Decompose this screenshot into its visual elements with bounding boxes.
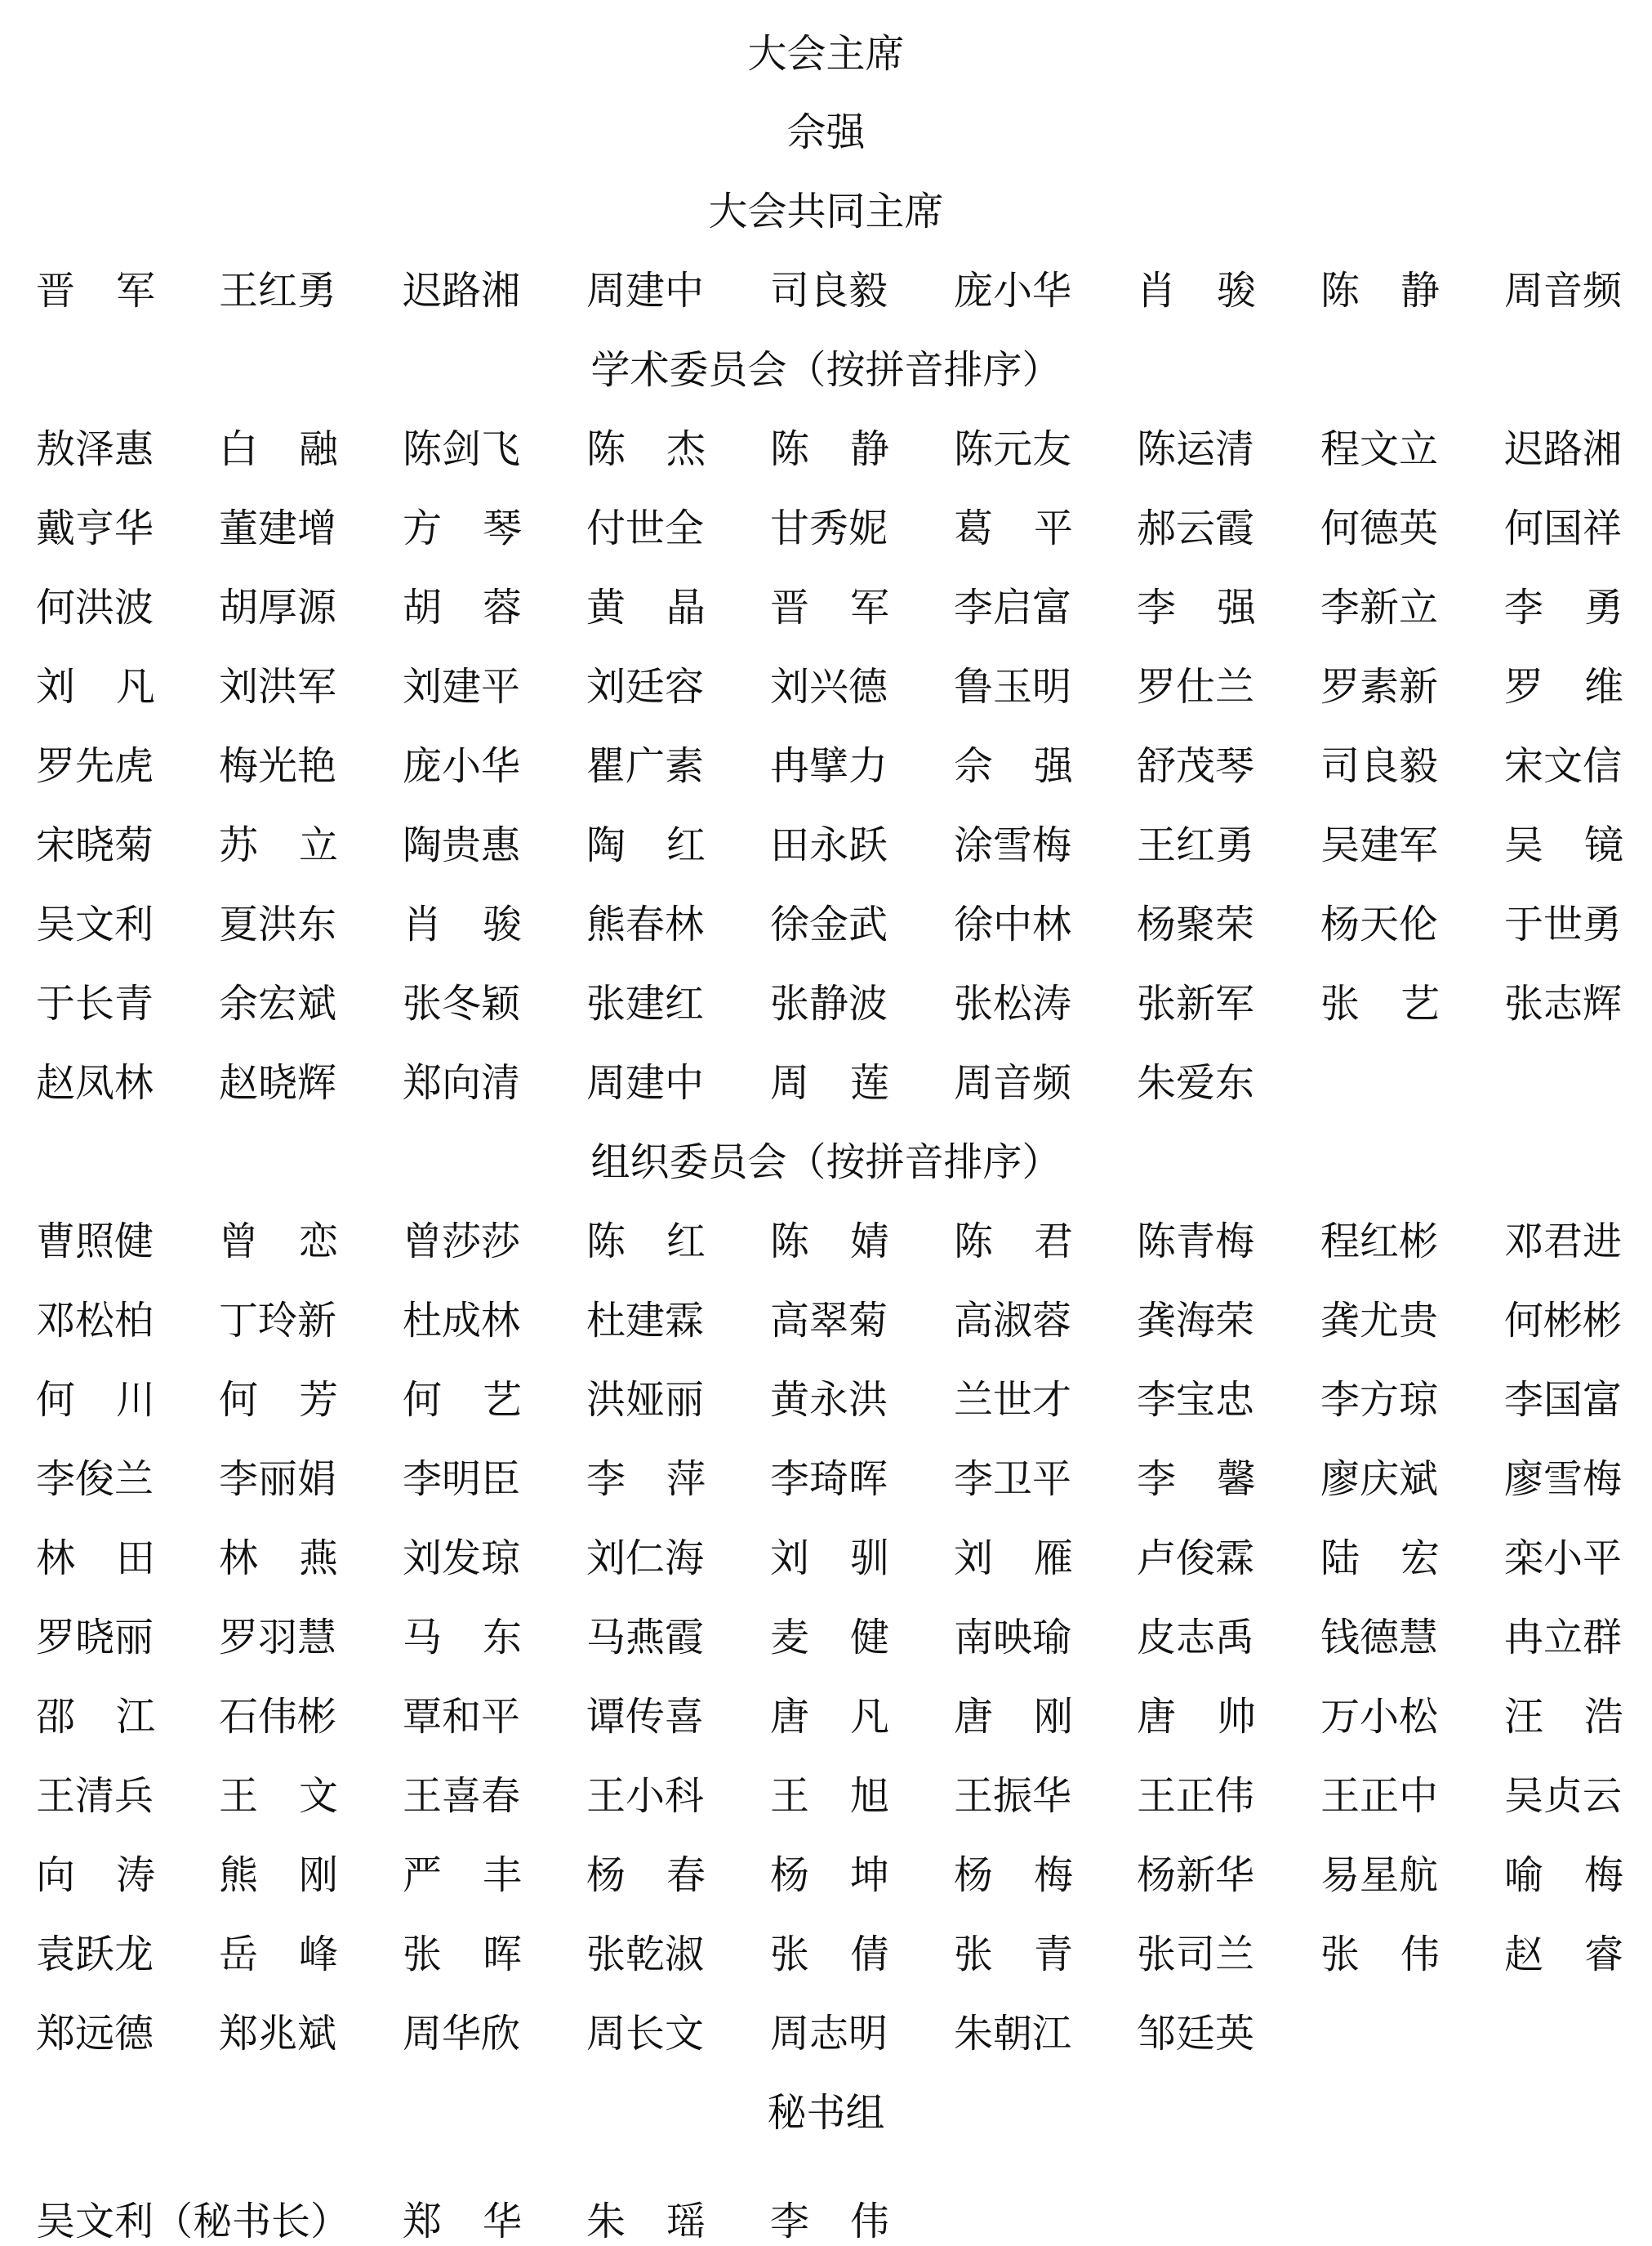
- person-name: 庞小华: [954, 268, 1072, 314]
- person-name: 王喜春: [403, 1773, 521, 1819]
- person-name: 麦 健: [770, 1615, 889, 1660]
- person-name: 刘发琼: [403, 1535, 521, 1581]
- person-name: 唐 帅: [1137, 1694, 1256, 1740]
- person-name: 李新立: [1320, 585, 1439, 631]
- person-name: 何 艺: [403, 1377, 522, 1423]
- person-name: 苏 立: [219, 822, 338, 868]
- person-name: 周音频: [1504, 268, 1623, 314]
- person-name: 洪娅丽: [586, 1377, 705, 1423]
- name-row: [36, 2009, 1636, 2058]
- person-name: 李 萍: [586, 1456, 706, 1502]
- person-name: 刘 驯: [770, 1535, 889, 1581]
- person-name: 冉立群: [1504, 1615, 1623, 1660]
- name-row: [36, 742, 1636, 791]
- person-name: 刘建平: [403, 664, 521, 710]
- person-name: 宋文信: [1504, 743, 1623, 789]
- name-row: [36, 1217, 1636, 1266]
- name-row: [36, 1534, 1636, 1583]
- person-name: 庞小华: [403, 743, 521, 789]
- person-name: 董建增: [219, 506, 337, 551]
- person-name: 罗晓丽: [36, 1615, 154, 1660]
- person-name: 宋晓菊: [36, 822, 154, 868]
- person-name: 郑向清: [403, 1060, 521, 1106]
- person-name: 朱爱东: [1137, 1060, 1255, 1106]
- person-name: 李国富: [1504, 1377, 1623, 1423]
- person-name: 李卫平: [954, 1456, 1072, 1502]
- person-name: 晋 军: [770, 585, 889, 631]
- person-name: 龚尤贵: [1320, 1298, 1439, 1344]
- person-name: 葛 平: [954, 506, 1073, 551]
- person-name: 舒茂琴: [1137, 743, 1255, 789]
- name-row: [36, 1613, 1636, 1662]
- person-name: 龚海荣: [1137, 1298, 1255, 1344]
- person-name: 郝云霞: [1137, 506, 1255, 551]
- person-name: 刘 雁: [954, 1535, 1073, 1581]
- chair-heading: 大会主席: [747, 31, 905, 77]
- secretariat-member: 吴文利（秘书长）: [36, 2199, 350, 2244]
- person-name: 赵凤林: [36, 1060, 154, 1106]
- person-name: 李 馨: [1137, 1456, 1256, 1502]
- person-name: 梅光艳: [219, 743, 337, 789]
- person-name: 司良毅: [770, 268, 888, 314]
- person-name: 陶 红: [586, 822, 706, 868]
- person-name: 唐 刚: [954, 1694, 1073, 1740]
- person-name: 何洪波: [36, 585, 154, 631]
- person-name: 周志明: [770, 2011, 888, 2057]
- name-row: [36, 1851, 1636, 1900]
- name-row: [36, 1375, 1636, 1424]
- person-name: 王红勇: [219, 268, 337, 314]
- person-name: 陶贵惠: [403, 822, 521, 868]
- person-name: 王 文: [219, 1773, 338, 1819]
- person-name: 李方琼: [1320, 1377, 1439, 1423]
- person-name: 陆 宏: [1320, 1535, 1440, 1581]
- person-name: 罗素新: [1320, 664, 1439, 710]
- person-name: 夏洪东: [219, 902, 337, 947]
- secretariat-member: 郑 华: [403, 2199, 522, 2244]
- person-name: 曾莎莎: [403, 1219, 521, 1264]
- person-name: 佘 强: [954, 743, 1073, 789]
- person-name: 岳 峰: [219, 1932, 338, 1977]
- person-name: 皮志禹: [1137, 1615, 1255, 1660]
- person-name: 李俊兰: [36, 1456, 154, 1502]
- person-name: 黄 晶: [586, 585, 706, 631]
- person-name: 陈 静: [770, 426, 889, 472]
- person-name: 熊 刚: [219, 1852, 338, 1898]
- person-name: 杜建霖: [586, 1298, 705, 1344]
- person-name: 于世勇: [1504, 902, 1623, 947]
- person-name: 刘廷容: [586, 664, 705, 710]
- name-row: [36, 1455, 1636, 1504]
- person-name: 徐金武: [770, 902, 888, 947]
- person-name: 张新军: [1137, 981, 1255, 1027]
- person-name: 李启富: [954, 585, 1072, 631]
- person-name: 王 旭: [770, 1773, 889, 1819]
- person-name: 周音频: [954, 1060, 1072, 1106]
- person-name: 田永跃: [770, 822, 888, 868]
- person-name: 陈运清: [1137, 426, 1255, 472]
- person-name: 严 丰: [403, 1852, 522, 1898]
- person-name: 熊春林: [586, 902, 705, 947]
- name-row: [36, 900, 1636, 949]
- person-name: 戴亨华: [36, 506, 154, 551]
- person-name: 李宝忠: [1137, 1377, 1255, 1423]
- name-row: [36, 1058, 1636, 1107]
- person-name: 张冬颖: [403, 981, 521, 1027]
- person-name: 邓松柏: [36, 1298, 154, 1344]
- person-name: 陈 君: [954, 1219, 1073, 1264]
- person-name: 李 强: [1137, 585, 1256, 631]
- secretariat-member: 李 伟: [770, 2199, 889, 2244]
- person-name: 何德英: [1320, 506, 1439, 551]
- person-name: 万小松: [1320, 1694, 1439, 1740]
- person-name: 钱德慧: [1320, 1615, 1439, 1660]
- person-name: 陈 静: [1320, 268, 1440, 314]
- person-name: 赵晓辉: [219, 1060, 337, 1106]
- person-name: 瞿广素: [586, 743, 705, 789]
- person-name: 刘洪军: [219, 664, 337, 710]
- person-name: 杨 梅: [954, 1852, 1073, 1898]
- person-name: 周 莲: [770, 1060, 889, 1106]
- person-name: 张志辉: [1504, 981, 1623, 1027]
- person-name: 张 伟: [1320, 1932, 1440, 1977]
- person-name: 罗羽慧: [219, 1615, 337, 1660]
- person-name: 肖 骏: [1137, 268, 1256, 314]
- person-name: 覃和平: [403, 1694, 521, 1740]
- person-name: 刘仁海: [586, 1535, 705, 1581]
- person-name: 王小科: [586, 1773, 705, 1819]
- person-name: 王清兵: [36, 1773, 154, 1819]
- person-name: 易星航: [1320, 1852, 1439, 1898]
- person-name: 张松涛: [954, 981, 1072, 1027]
- person-name: 刘兴德: [770, 664, 888, 710]
- person-name: 王正中: [1320, 1773, 1439, 1819]
- person-name: 栾小平: [1504, 1535, 1623, 1581]
- person-name: 向 涛: [36, 1852, 155, 1898]
- organizing-committee-heading: 组织委员会（按拼音排序）: [590, 1139, 1062, 1185]
- name-row: [36, 1296, 1636, 1345]
- person-name: 张 青: [954, 1932, 1073, 1977]
- person-name: 何 川: [36, 1377, 155, 1423]
- person-name: 袁跃龙: [36, 1932, 154, 1977]
- person-name: 王振华: [954, 1773, 1072, 1819]
- person-name: 周建中: [586, 268, 705, 314]
- person-name: 林 田: [36, 1535, 155, 1581]
- person-name: 罗先虎: [36, 743, 154, 789]
- person-name: 张乾淑: [586, 1932, 705, 1977]
- name-row: [36, 1930, 1636, 1979]
- person-name: 张司兰: [1137, 1932, 1255, 1977]
- person-name: 晋 军: [36, 268, 155, 314]
- person-name: 张 晖: [403, 1932, 522, 1977]
- person-name: 马 东: [403, 1615, 522, 1660]
- person-name: 朱朝江: [954, 2011, 1072, 2057]
- person-name: 高淑蓉: [954, 1298, 1072, 1344]
- person-name: 敖泽惠: [36, 426, 154, 472]
- person-name: 张建红: [586, 981, 705, 1027]
- name-row: [36, 425, 1636, 474]
- person-name: 司良毅: [1320, 743, 1439, 789]
- person-name: 吴 镜: [1504, 822, 1623, 868]
- person-name: 方 琴: [403, 506, 522, 551]
- person-name: 杨 坤: [770, 1852, 889, 1898]
- person-name: 周建中: [586, 1060, 705, 1106]
- person-name: 唐 凡: [770, 1694, 889, 1740]
- name-row: [36, 979, 1636, 1028]
- person-name: 程红彬: [1320, 1219, 1439, 1264]
- person-name: 郑兆斌: [219, 2011, 337, 2057]
- person-name: 李 勇: [1504, 585, 1623, 631]
- name-row: [36, 1692, 1636, 1741]
- person-name: 张 艺: [1320, 981, 1440, 1027]
- person-name: 陈 红: [586, 1219, 706, 1264]
- person-name: 卢俊霖: [1137, 1535, 1255, 1581]
- person-name: 汪 浩: [1504, 1694, 1623, 1740]
- person-name: 谭传喜: [586, 1694, 705, 1740]
- person-name: 廖雪梅: [1504, 1456, 1623, 1502]
- person-name: 杨天伦: [1320, 902, 1439, 947]
- person-name: 石伟彬: [219, 1694, 337, 1740]
- person-name: 陈 杰: [586, 426, 706, 472]
- name-row: [36, 583, 1636, 632]
- person-name: 兰世才: [954, 1377, 1072, 1423]
- name-row: [36, 504, 1636, 553]
- person-name: 甘秀妮: [770, 506, 888, 551]
- person-name: 高翠菊: [770, 1298, 888, 1344]
- person-name: 周长文: [586, 2011, 705, 2057]
- person-name: 胡厚源: [219, 585, 337, 631]
- person-name: 李明臣: [403, 1456, 521, 1502]
- person-name: 曹照健: [36, 1219, 154, 1264]
- person-name: 郑远德: [36, 2011, 154, 2057]
- name-row: [36, 1771, 1636, 1820]
- person-name: 吴贞云: [1504, 1773, 1623, 1819]
- person-name: 张 倩: [770, 1932, 889, 1977]
- person-name: 涂雪梅: [954, 822, 1072, 868]
- person-name: 付世全: [586, 506, 705, 551]
- name-row: [36, 662, 1636, 711]
- cochair-heading: 大会共同主席: [708, 189, 944, 234]
- person-name: 吴文利: [36, 902, 154, 947]
- secretariat-list: [36, 2197, 1636, 2246]
- person-name: 何彬彬: [1504, 1298, 1623, 1344]
- person-name: 李琦晖: [770, 1456, 888, 1502]
- person-name: 徐中林: [954, 902, 1072, 947]
- person-name: 南映瑜: [954, 1615, 1072, 1660]
- person-name: 邓君进: [1504, 1219, 1623, 1264]
- person-name: 杨 春: [586, 1852, 706, 1898]
- name-row: [36, 266, 1636, 315]
- person-name: 白 融: [219, 426, 338, 472]
- person-name: 何国祥: [1504, 506, 1623, 551]
- person-name: 肖 骏: [403, 902, 522, 947]
- person-name: 陈青梅: [1137, 1219, 1255, 1264]
- person-name: 程文立: [1320, 426, 1439, 472]
- person-name: 赵 睿: [1504, 1932, 1623, 1977]
- person-name: 周华欣: [403, 2011, 521, 2057]
- person-name: 李丽娟: [219, 1456, 337, 1502]
- person-name: 黄永洪: [770, 1377, 888, 1423]
- person-name: 廖庆斌: [1320, 1456, 1439, 1502]
- person-name: 杜成林: [403, 1298, 521, 1344]
- name-row: [36, 821, 1636, 870]
- academic-committee-heading: 学术委员会（按拼音排序）: [590, 347, 1062, 393]
- person-name: 马燕霞: [586, 1615, 705, 1660]
- person-name: 邹廷英: [1137, 2011, 1255, 2057]
- person-name: 喻 梅: [1504, 1852, 1623, 1898]
- person-name: 胡 蓉: [403, 585, 522, 631]
- person-name: 陈剑飞: [403, 426, 521, 472]
- person-name: 罗仕兰: [1137, 664, 1255, 710]
- secretariat-member: 朱 瑶: [586, 2199, 706, 2244]
- person-name: 曾 恋: [219, 1219, 338, 1264]
- person-name: 林 燕: [219, 1535, 338, 1581]
- person-name: 刘 凡: [36, 664, 155, 710]
- person-name: 丁玲新: [219, 1298, 337, 1344]
- person-name: 张静波: [770, 981, 888, 1027]
- person-name: 于长青: [36, 981, 154, 1027]
- person-name: 鲁玉明: [954, 664, 1072, 710]
- person-name: 邵 江: [36, 1694, 155, 1740]
- person-name: 王红勇: [1137, 822, 1255, 868]
- chair-name: 佘强: [786, 109, 866, 155]
- person-name: 王正伟: [1137, 1773, 1255, 1819]
- person-name: 杨新华: [1137, 1852, 1255, 1898]
- person-name: 陈 婧: [770, 1219, 889, 1264]
- person-name: 吴建军: [1320, 822, 1439, 868]
- person-name: 罗 维: [1504, 664, 1623, 710]
- secretariat-heading: 秘书组: [767, 2090, 885, 2136]
- person-name: 余宏斌: [219, 981, 337, 1027]
- person-name: 杨聚荣: [1137, 902, 1255, 947]
- person-name: 何 芳: [219, 1377, 338, 1423]
- person-name: 冉擘力: [770, 743, 888, 789]
- person-name: 迟路湘: [403, 268, 521, 314]
- person-name: 迟路湘: [1504, 426, 1623, 472]
- person-name: 陈元友: [954, 426, 1072, 472]
